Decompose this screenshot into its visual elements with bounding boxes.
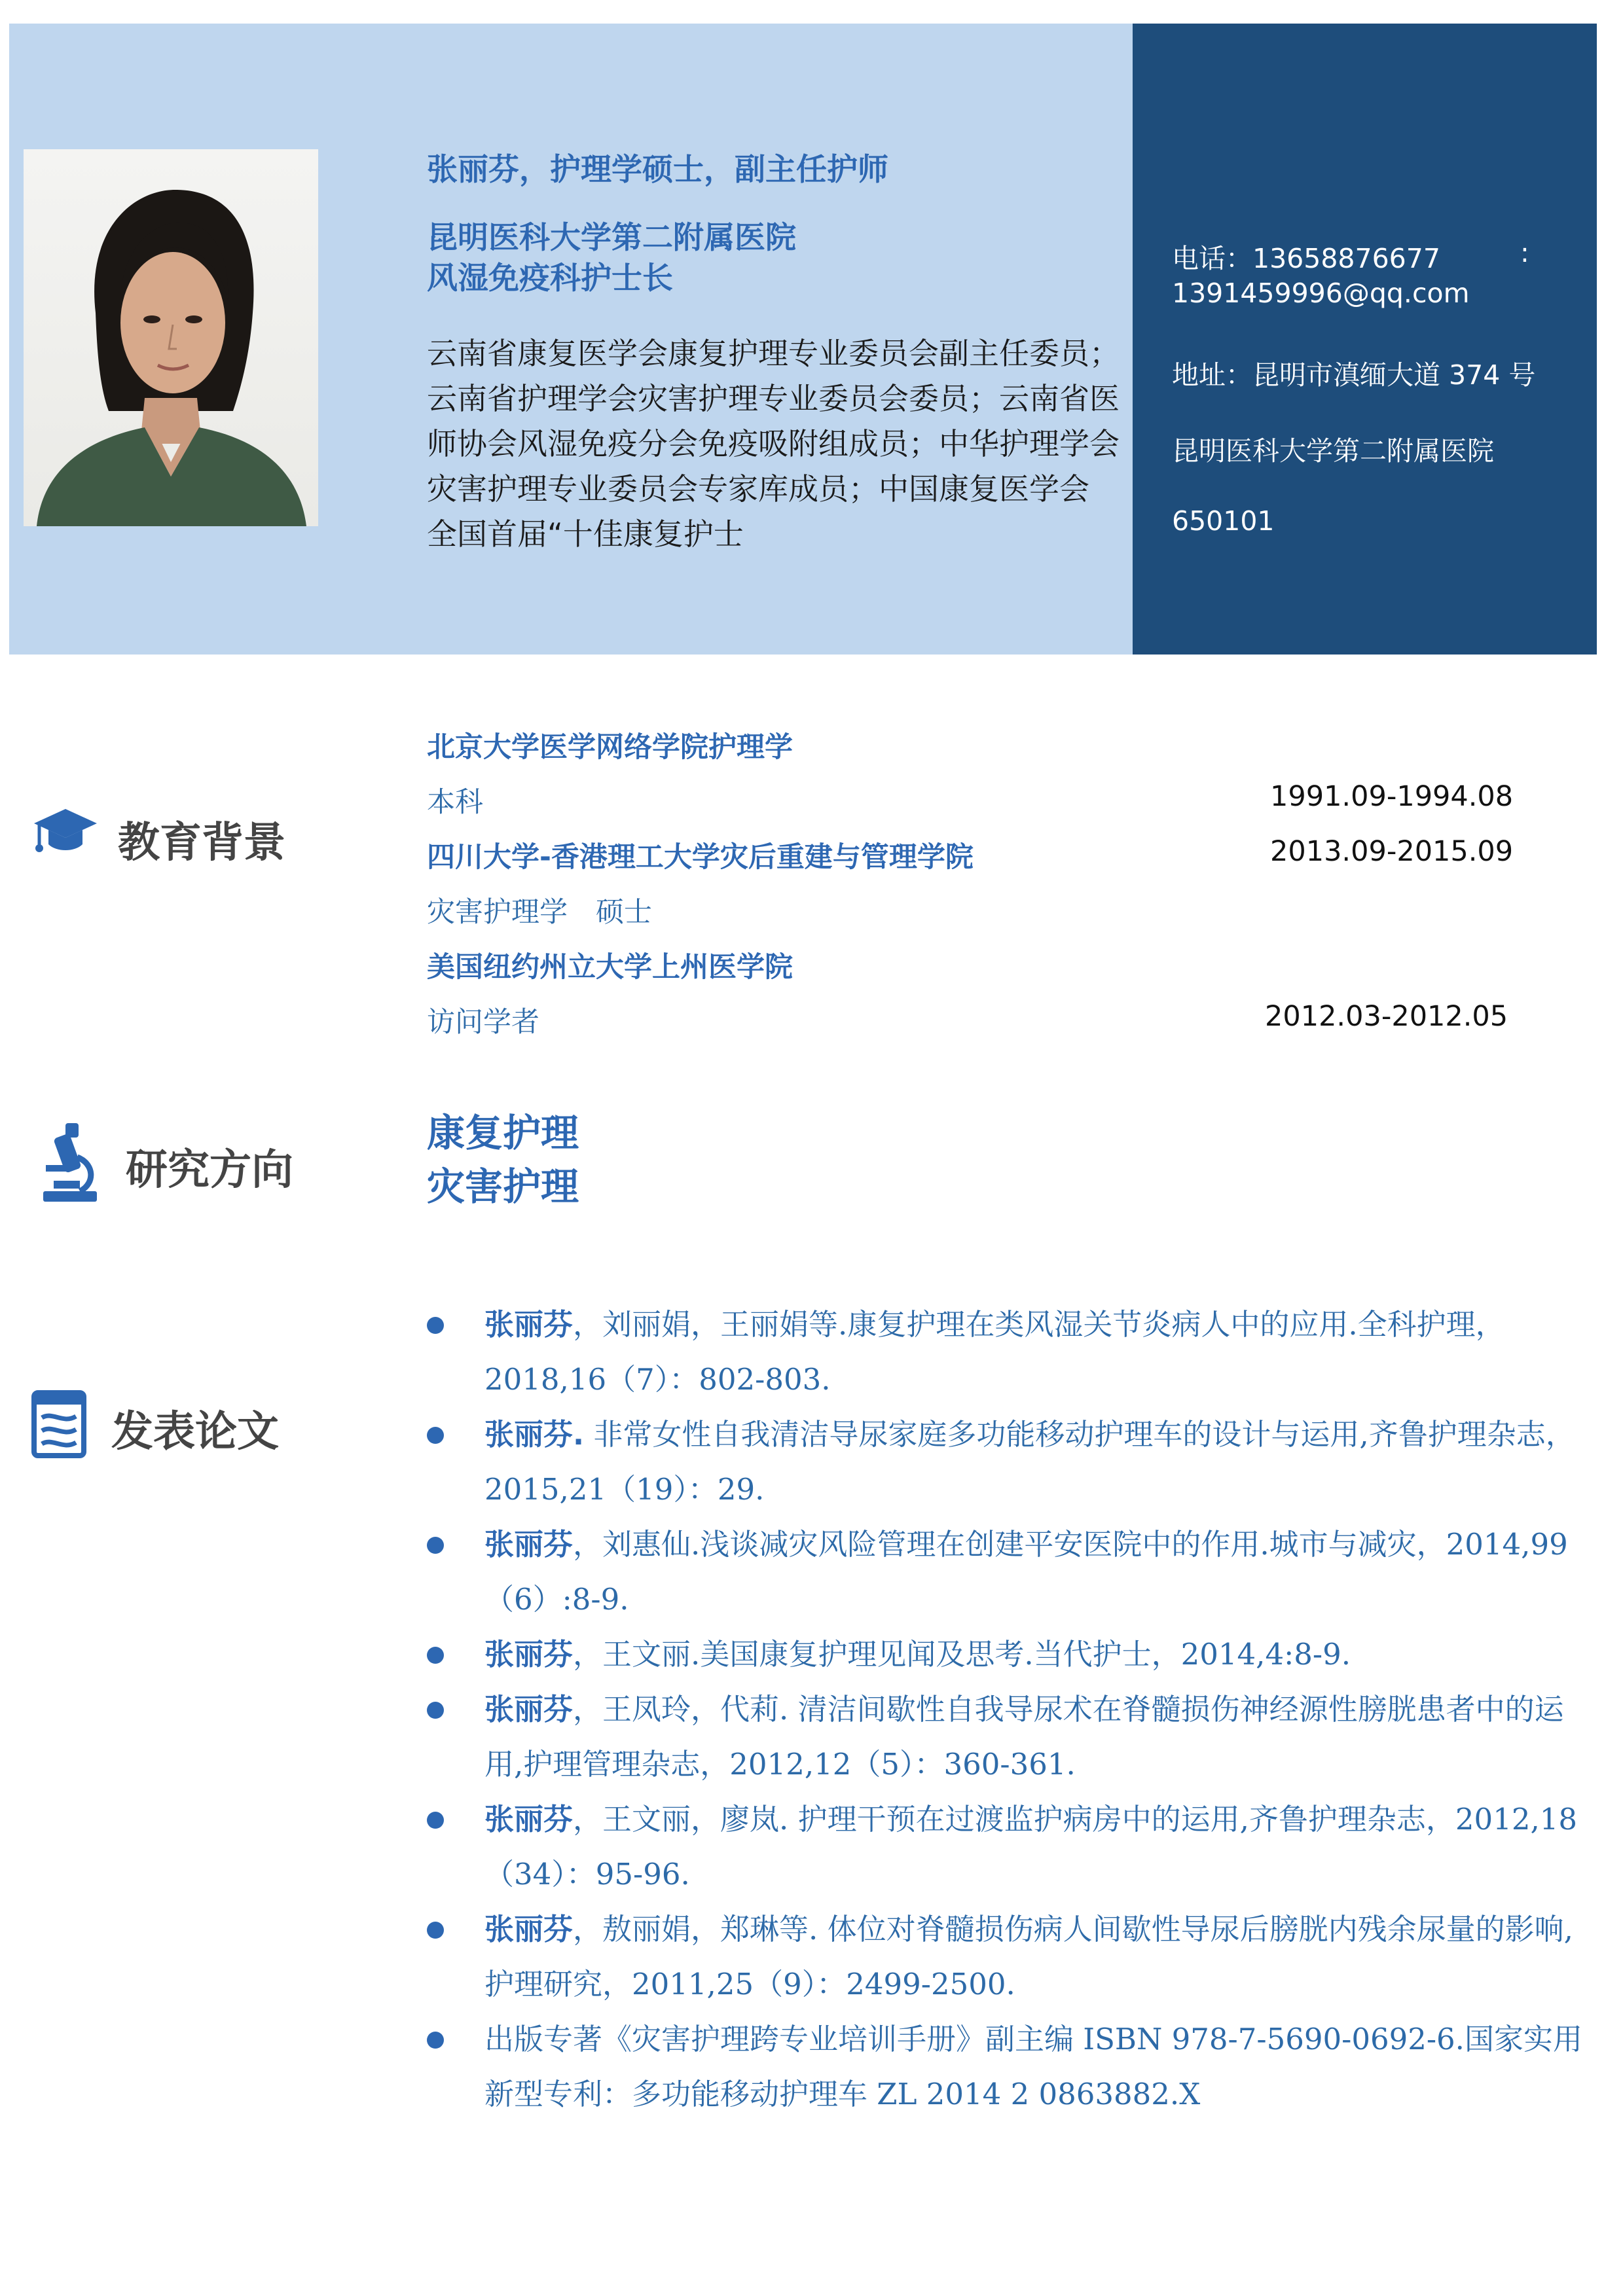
citation: 出版专著《灾害护理跨专业培训手册》副主编 ISBN 978-7-5690-0692-6.国家实用新型专利：多功能移动护理车 ZL 2014 2 0863882.X [484, 2022, 1582, 2111]
citation: ，刘丽娟，王丽娟等.康复护理在类风湿关节炎病人中的应用.全科护理，2018,16（7）：802-803. [484, 1307, 1505, 1397]
author: 张丽芬 [484, 1307, 574, 1342]
contact-address: 地址：昆明市滇缅大道 374 号 [1172, 359, 1536, 391]
document-icon [30, 1388, 89, 1462]
position-title: 风湿免疫科护士长 [427, 260, 673, 296]
bullet-icon [427, 1427, 444, 1444]
list-item [427, 2012, 1592, 2122]
degree: 本科 [427, 786, 483, 819]
research-title: 研究方向 [126, 1146, 293, 1194]
publications-title: 发表论文 [111, 1408, 279, 1456]
school-name: 北京大学医学网络学院护理学 [427, 731, 793, 764]
contact-hospital: 昆明医科大学第二附属医院 [1172, 435, 1494, 467]
citation: ，王凤玲，代莉. 清洁间歇性自我导尿术在脊髓损伤神经源性膀胱患者中的运用,护理管理杂志，2012,12（5）：360-361. [484, 1692, 1564, 1782]
bio-text: 云南省康复医学会康复护理专业委员会副主任委员；云南省护理学会灾害护理专业委员会委员；云南省医师协会风湿免疫分会免疫吸附组成员；中华护理学会灾害护理专业委员会专家库成员；中国康复医学会 全国首届“十佳康复护士 [427, 336, 1120, 552]
education-title: 教育背景 [118, 819, 285, 867]
school-name: 美国纽约州立大学上州医学院 [427, 951, 793, 984]
citation: ，王文丽.美国康复护理见闻及思考.当代护士，2014,4:8-9. [573, 1637, 1351, 1672]
contact-phone: 电话：13658876677 [1172, 243, 1440, 274]
list-item [427, 1792, 1592, 1902]
contact-email: 1391459996@qq.com [1172, 278, 1470, 309]
citation: 非常女性自我清洁导尿家庭多功能移动护理车的设计与运用,齐鲁护理杂志，2015,21（19）：29. [484, 1417, 1575, 1507]
bullet-icon [427, 1537, 444, 1554]
school-name: 四川大学-香港理工大学灾后重建与管理学院 [427, 841, 974, 874]
date-range: 2013.09-2015.09 [1270, 835, 1514, 868]
microscope-icon [41, 1121, 100, 1208]
bullet-icon [427, 2032, 444, 2049]
bullet-icon [427, 1702, 444, 1719]
list-item [427, 1407, 1592, 1517]
degree: 访问学者 [427, 1006, 539, 1039]
bullet-icon [427, 1812, 444, 1829]
profile-photo [24, 149, 318, 526]
author: 张丽芬 [484, 1637, 574, 1672]
author: 张丽芬 [484, 1692, 574, 1727]
graduation-cap-icon [33, 806, 98, 861]
bullet-icon [427, 1922, 444, 1939]
date-range: 1991.09-1994.08 [1270, 780, 1514, 813]
list-item [427, 1517, 1592, 1627]
degree: 灾害护理学 硕士 [427, 896, 652, 929]
list-item [427, 1902, 1592, 2012]
author: 张丽芬 [484, 1802, 574, 1837]
research-item: 康复护理 [427, 1111, 579, 1155]
research-item: 灾害护理 [427, 1164, 579, 1209]
citation: ，刘惠仙.浅谈减灾风险管理在创建平安医院中的作用.城市与减灾，2014,99（6）:8-9. [484, 1527, 1568, 1617]
author: 张丽芬. [484, 1417, 585, 1452]
citation: ，敖丽娟，郑琳等. 体位对脊髓损伤病人间歇性导尿后膀胱内残余尿量的影响,护理研究，2011,25（9）：2499-2500. [484, 1912, 1573, 2001]
bullet-icon [427, 1647, 444, 1664]
name-title: 张丽芬，护理学硕士，副主任护师 [427, 152, 888, 188]
publication-list [427, 1297, 1592, 2122]
list-item [427, 1297, 1592, 1407]
contact-panel [1133, 24, 1597, 655]
list-item [427, 1682, 1592, 1792]
date-range: 2012.03-2012.05 [1265, 1000, 1508, 1033]
contact-zip: 650101 [1172, 505, 1275, 537]
hospital-name: 昆明医科大学第二附属医院 [427, 220, 796, 256]
author: 张丽芬 [484, 1912, 574, 1946]
bullet-icon [427, 1317, 444, 1334]
contact-separator: : [1520, 237, 1529, 268]
author: 张丽芬 [484, 1527, 574, 1562]
citation: ，王文丽，廖岚. 护理干预在过渡监护病房中的运用,齐鲁护理杂志，2012,18（34）：95-96. [484, 1802, 1578, 1892]
list-item [427, 1627, 1592, 1682]
